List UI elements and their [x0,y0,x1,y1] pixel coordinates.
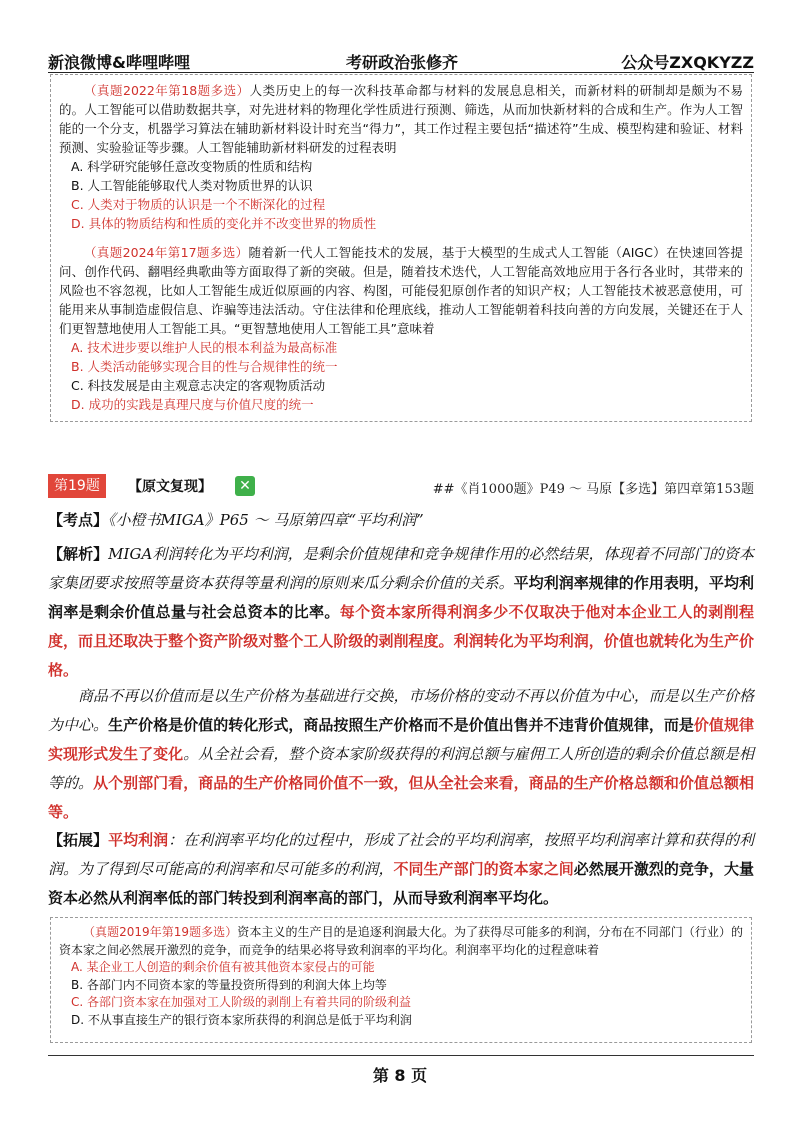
question-tag: （真题2022年第18题多选） [84,83,250,98]
page-number: 第 8 页 [372,1066,428,1085]
option-c-correct: C. 各部门资本家在加强对工人阶级的剥削上有着共同的阶级利益 [71,995,412,1009]
extension-label: 【拓展】 [48,831,109,849]
question-tag: （真题2019年第19题多选） [83,925,238,939]
extension-text-2: 不同生产部门的资本家之间 [393,860,574,878]
original-reproduction-label: 【原文复现】 [128,479,212,495]
para2-text-1: 商品不再以价值而是以生产价格为基础进行交换，市场价格的变动不再以价值为中心，而是以生产价格为中心。 [48,687,754,734]
question-box-bottom [50,917,752,1043]
option-d-correct: D. 成功的实践是真理尺度与价值尺度的统一 [71,397,314,412]
extension-term: 平均利润 [108,831,169,849]
footer-divider [48,1055,754,1056]
option-a-correct: A. 某企业工人创造的剩余价值有被其他资本家侵占的可能 [71,960,375,974]
option-b-correct: B. 人类活动能够实现合目的性与合规律性的统一 [71,359,338,374]
question-tag: （真题2024年第17题多选） [84,245,249,260]
question-box-top [50,74,752,422]
para2-text-5: 从个别部门看，商品的生产价格同价值不一致，但从全社会来看，商品的生产价格总额和价值总额相等。 [48,774,754,821]
question-19-header [48,474,754,498]
kaodian-text: 《小橙书MIGA》P65 ～ 马原第四章“平均利润” [108,511,424,529]
source-reference: ##《肖1000题》P49 ～ 马原【多选】第四章第153题 [432,482,754,497]
option-c-correct: C. 人类对于物质的认识是一个不断深化的过程 [71,197,326,212]
cross-icon: ✕ [235,476,255,496]
analysis-section [48,540,754,685]
option-a: A. 科学研究能够任意改变物质的性质和结构 [71,159,313,174]
question-2022-18 [59,81,743,157]
header-weibo-bilibili: 新浪微博&哔哩哔哩 [48,53,190,72]
question-text: 人类历史上的每一次科技革命都与材料的发展息息相关，而新材料的研制却是颇为不易的。人工智能可以借助数据共享，对先进材料的物理化学性质进行预测、筛选，从而加快新材料的合成和生产。作为人工智能的一个分支，机器学习算法在辅助新材料设计时充当“得力”，其工作过程主要包括“描述符”生成、模型构建和验证、材料预测、实验验证等步骤。人工智能辅助新材料研发的过程表明 [59,83,743,155]
question-text: 资本主义的生产目的是追逐利润最大化。为了获得尽可能多的利润，分布在不同部门（行业）的资本家之间必然展开激烈的竞争，而竞争的结果必将导致利润率的平均化。利润率平均化的过程意味着 [59,925,743,957]
para2-text-2: 生产价格是价值的转化形式，商品按照生产价格而不是价值出售并不违背价值规律，而是 [108,716,694,734]
option-d-correct: D. 具体的物质结构和性质的变化并不改变世界的物质性 [71,216,377,231]
option-b: B. 人工智能能够取代人类对物质世界的认识 [71,178,313,193]
production-price-paragraph [48,682,754,827]
para2-text-4: 。从全社会看，整个资本家阶级获得的利润总额与雇佣工人所创造的剩余价值总额是相等的。 [48,745,754,792]
para2-text-3: 价值规律实现形式发生了变化 [48,716,754,763]
header-divider [48,72,754,73]
option-a-correct: A. 技术进步要以维护人民的根本利益为最高标准 [71,340,338,355]
question-text: 随着新一代人工智能技术的发展，基于大模型的生成式人工智能（AIGC）在快速回答提问、创作代码、翻唱经典歌曲等方面取得了新的突破。但是，随着技术迭代，人工智能高效地应用于各行各业时，其带来的风险也不容忽视，比如人工智能生成近似原画的内容、构图，可能侵犯原创作者的知识产权；人工智能技术被恶意使用，可能用来从事制造虚假信息、诈骗等违法活动。守住法律和伦理底线，推动人工智能朝着科技向善的方向发展，关键还在于人们更智慧地使用人工智能工具。“更智慧地使用人工智能工具”意味着 [59,245,744,336]
option-d: D. 不从事直接生产的银行资本家所获得的利润总是低于平均利润 [71,1012,412,1027]
analysis-label: 【解析】 [48,545,109,563]
analysis-text-1: MIGA利润转化为平均利润，是剩余价值规律和竞争规律作用的必然结果，体现着不同部门的资本家集团要求按照等量资本获得等量利润的原则来瓜分剩余价值的关系。 [48,545,754,592]
option-c: C. 科技发展是由主观意志决定的客观物质活动 [71,378,326,393]
question-number-badge: 第19题 [48,474,106,498]
question-2019-19 [59,924,743,959]
extension-section [48,826,754,913]
page-header [48,46,754,72]
option-b: B. 各部门内不同资本家的等量投资所得到的利润大体上均等 [71,977,387,992]
header-wechat-account: 公众号ZXQKYZZ [621,53,754,72]
extension-text-3: 必然展开激烈的竞争，大量资本必然从利润率低的部门转投到利润率高的部门，从而导致利润率平均化。 [48,860,754,907]
analysis-text-2: 平均利润率规律的作用表明，平均利润率是剩余价值总量与社会总资本的比率。 [48,574,754,621]
analysis-text-3: 每个资本家所得利润多少不仅取决于他对本企业工人的剥削程度，而且还取决于整个资产阶级对整个工人阶级的剥削程度。利润转化为平均利润，价值也就转化为生产价格。 [48,603,754,679]
question-2024-17 [59,243,743,338]
extension-text-1: ：在利润率平均化的过程中，形成了社会的平均利润率，按照平均利润率计算和获得的利润。为了得到尽可能高的利润率和尽可能多的利润， [48,831,754,878]
kaodian-section [48,506,754,535]
header-author: 考研政治张修齐 [346,53,459,72]
kaodian-label: 【考点】 [48,511,109,529]
